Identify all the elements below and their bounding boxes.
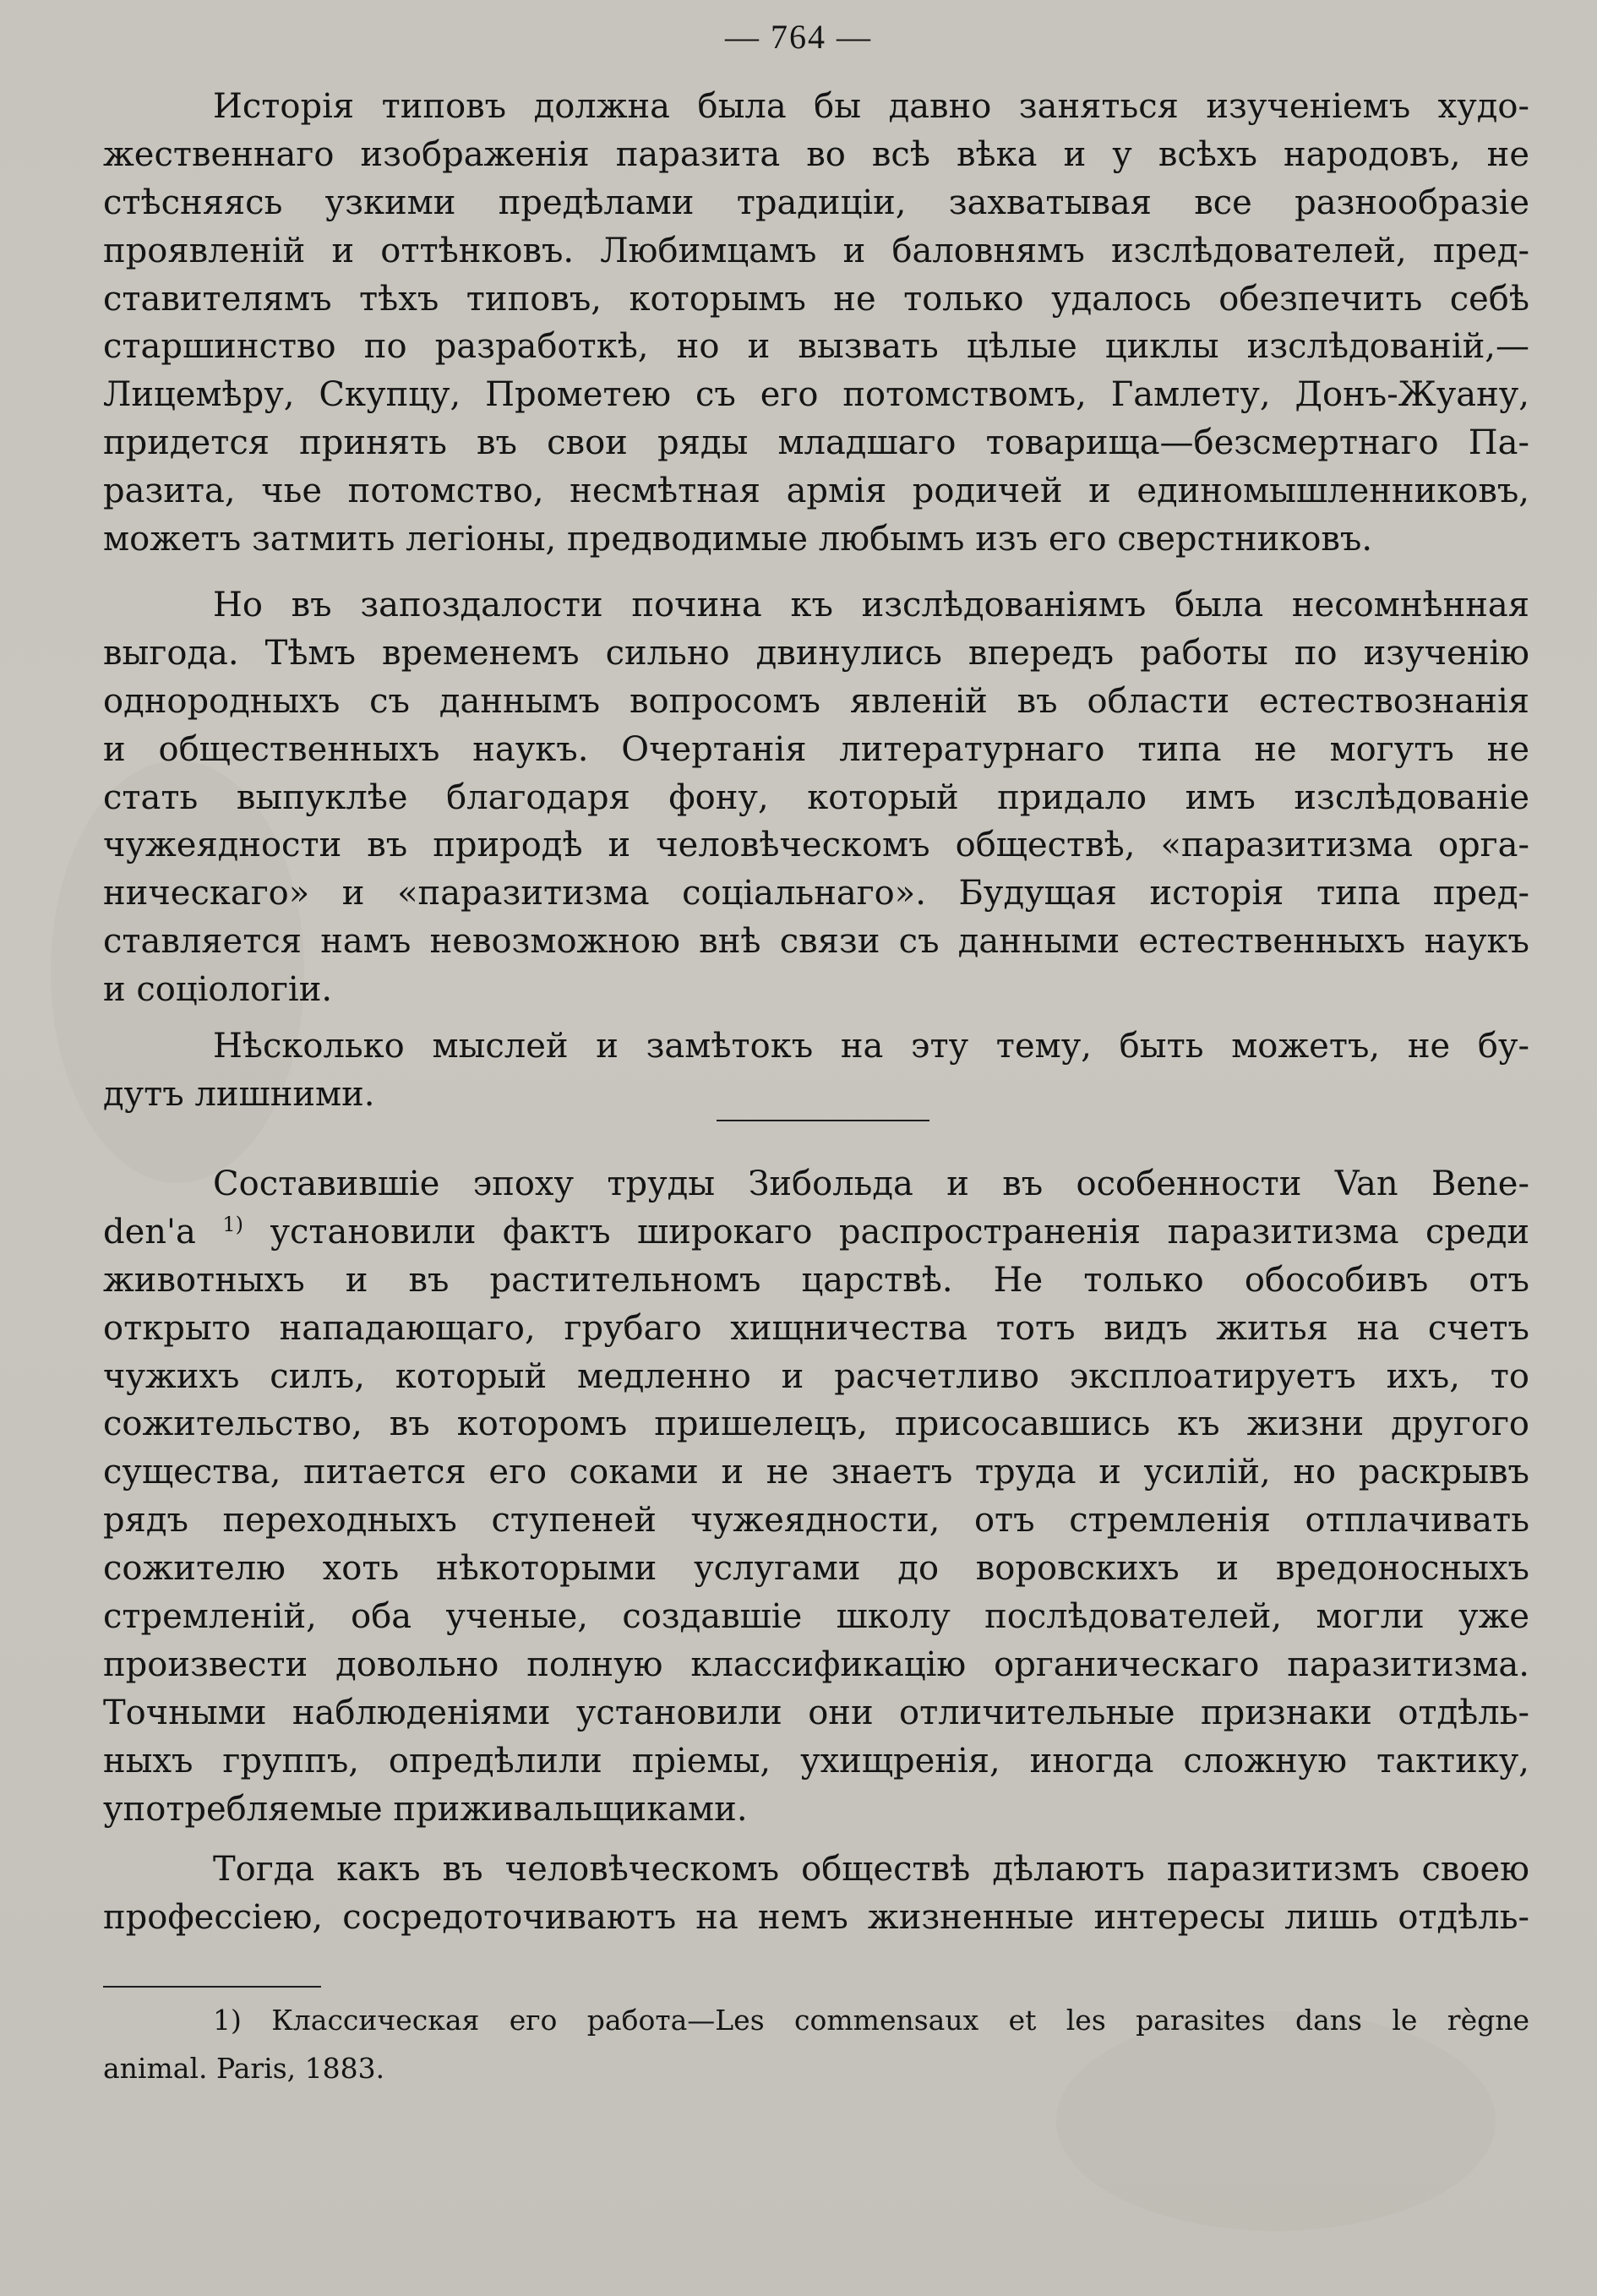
text-line: стѣсняясь узкими предѣлами традиціи, захватывая все разнообразіе bbox=[103, 183, 1529, 222]
text-line: Исторія типовъ должна была бы давно заняться изученіемъ худо- bbox=[213, 87, 1529, 126]
footnote-divider bbox=[103, 1986, 321, 1988]
text-line: придется принять въ свои ряды младшаго товарища—безсмертнаго Па- bbox=[103, 423, 1529, 463]
paragraph-4 bbox=[103, 1160, 1529, 1833]
text-line: стать выпуклѣе благодаря фону, который придало имъ изслѣдованіе bbox=[103, 777, 1529, 817]
text-line: употребляемые приживальщиками. bbox=[103, 1789, 748, 1829]
footnote-line: animal. Paris, 1883. bbox=[103, 2052, 385, 2085]
page-number: — 764 — bbox=[725, 18, 872, 56]
text-line-start: den'a bbox=[103, 1212, 196, 1252]
text-line: Составившіе эпоху труды Зибольда и въ особенности Van Bene- bbox=[213, 1164, 1529, 1203]
text-line-rest: установили фактъ широкаго распространенія паразитизма среди bbox=[270, 1212, 1530, 1252]
paragraph-3 bbox=[103, 1023, 1529, 1119]
text-line: открыто нападающаго, грубаго хищничества тотъ видъ житья на счетъ bbox=[103, 1308, 1529, 1348]
paragraph-1 bbox=[103, 83, 1529, 564]
footnote-text: Классическая его работа—Les commensaux et les parasites dans le règne bbox=[271, 2004, 1530, 2037]
footnote-line bbox=[103, 1996, 1529, 2044]
section-divider bbox=[717, 1120, 929, 1121]
text-line: ставителямъ тѣхъ типовъ, которымъ не только удалось обезпечить себѣ bbox=[103, 279, 1529, 319]
text-line: рядъ переходныхъ ступеней чужеядности, отъ стремленія отплачивать bbox=[103, 1501, 1529, 1541]
text-line: сожителю хоть нѣкоторыми услугами до воровскихъ и вредоносныхъ bbox=[103, 1549, 1529, 1589]
paragraph-2 bbox=[103, 581, 1529, 1014]
text-line: и общественныхъ наукъ. Очертанія литературнаго типа не могутъ не bbox=[103, 729, 1529, 769]
text-line: и соціологіи. bbox=[103, 970, 333, 1010]
text-line: профессіею, сосредоточиваютъ на немъ жизненные интересы лишь отдѣль- bbox=[103, 1897, 1529, 1937]
text-line: Тогда какъ въ человѣческомъ обществѣ дѣлаютъ паразитизмъ своею bbox=[213, 1850, 1529, 1889]
text-line: Нѣсколько мыслей и замѣтокъ на эту тему, быть можетъ, не бу- bbox=[213, 1027, 1529, 1066]
text-line: чужихъ силъ, который медленно и расчетливо эксплоатируетъ ихъ, то bbox=[103, 1356, 1529, 1396]
text-line: дутъ лишними. bbox=[103, 1074, 375, 1114]
text-line: чужеядности въ природѣ и человѣческомъ обществѣ, «паразитизма орга- bbox=[103, 826, 1529, 865]
text-line: ныхъ группъ, опредѣлили пріемы, ухищренія, иногда сложную тактику, bbox=[103, 1741, 1529, 1781]
footnote bbox=[103, 1996, 1529, 2092]
text-line: разита, чье потомство, несмѣтная армія родичей и единомышленниковъ, bbox=[103, 472, 1529, 511]
text-line: ставляется намъ невозможною внѣ связи съ данными естественныхъ наукъ bbox=[103, 922, 1529, 962]
text-line: произвести довольно полную классификацію органическаго паразитизма. bbox=[103, 1644, 1529, 1684]
text-line: выгода. Тѣмъ временемъ сильно двинулись впередъ работы по изученію bbox=[103, 633, 1529, 673]
text-line: стремленій, оба ученые, создавшіе школу послѣдователей, могли уже bbox=[103, 1597, 1529, 1637]
footnote-ref: 1) bbox=[222, 1212, 243, 1236]
text-line: можетъ затмить легіоны, предводимые любымъ изъ его сверстниковъ. bbox=[103, 520, 1373, 559]
text-line: сожительство, въ которомъ пришелецъ, присосавшись къ жизни другого bbox=[103, 1404, 1529, 1444]
text-line: Но въ запоздалости почина къ изслѣдованіямъ была несомнѣнная bbox=[213, 586, 1529, 624]
text-line: ническаго» и «паразитизма соціальнаго». Будущая исторія типа пред- bbox=[103, 874, 1529, 913]
text-line: существа, питается его соками и не знаетъ труда и усилій, но раскрывъ bbox=[103, 1453, 1529, 1492]
text-line: жественнаго изображенія паразита во всѣ вѣка и у всѣхъ народовъ, не bbox=[103, 134, 1529, 174]
text-line: Лицемѣру, Скупцу, Прометею съ его потомствомъ, Гамлету, Донъ-Жуану, bbox=[103, 375, 1529, 415]
text-line: старшинство по разработкѣ, но и вызвать цѣлые циклы изслѣдованій,— bbox=[103, 327, 1529, 367]
text-line: однородныхъ съ даннымъ вопросомъ явленій въ области естествознанія bbox=[103, 681, 1529, 721]
paragraph-5 bbox=[103, 1846, 1529, 1942]
text-line bbox=[103, 1208, 1529, 1257]
footnote-marker: 1) bbox=[213, 2004, 242, 2037]
text-line: проявленій и оттѣнковъ. Любимцамъ и баловнямъ изслѣдователей, пред- bbox=[103, 231, 1529, 270]
text-line: Точными наблюденіями установили они отличительные признаки отдѣль- bbox=[103, 1693, 1529, 1732]
text-line: животныхъ и въ растительномъ царствѣ. Не только обособивъ отъ bbox=[103, 1260, 1529, 1300]
